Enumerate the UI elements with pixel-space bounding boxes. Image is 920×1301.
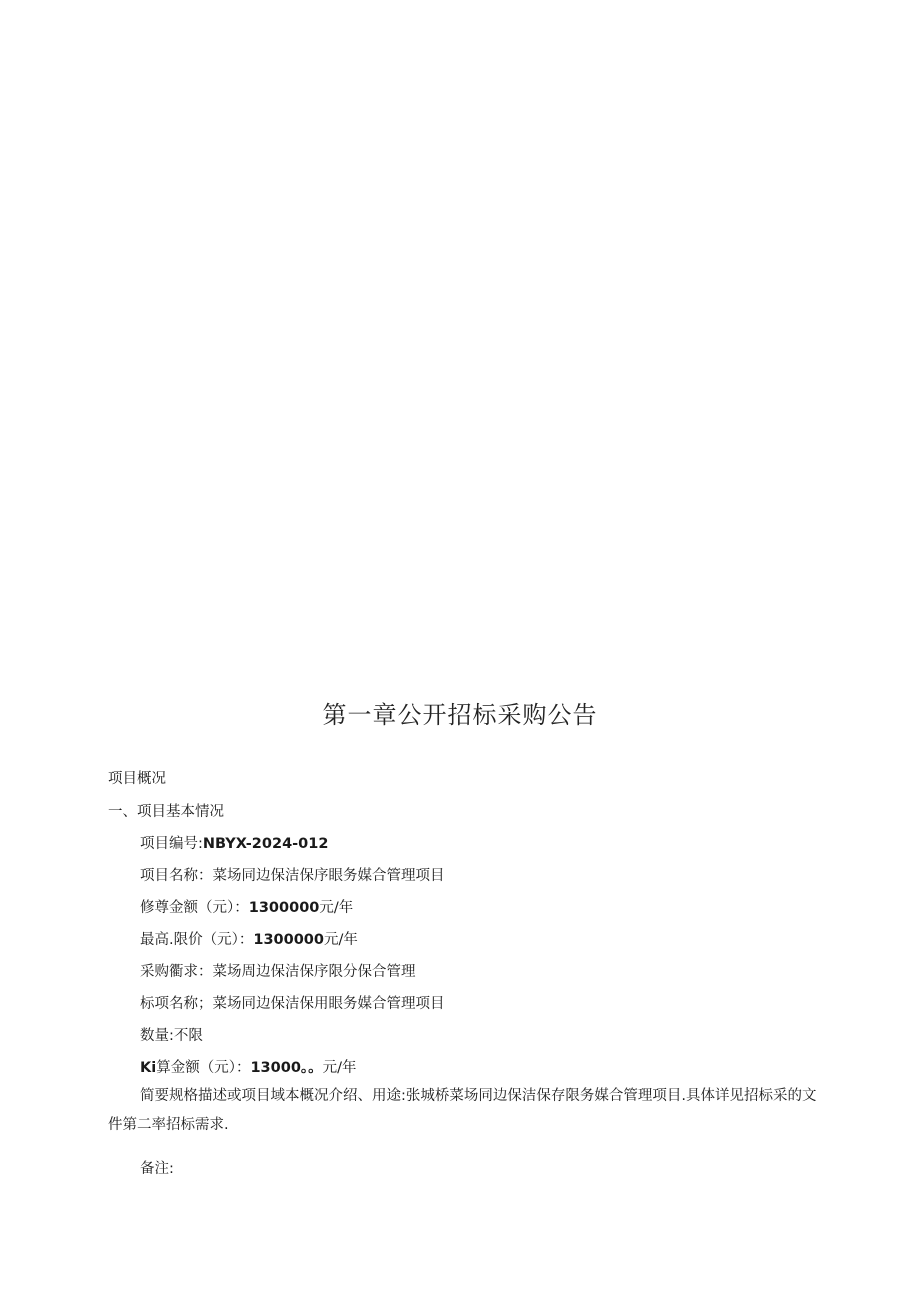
section-overview-heading: 项目概况 xyxy=(108,771,166,787)
project-name-row xyxy=(140,864,445,885)
procurement-requirement-row xyxy=(140,960,416,981)
ki-budget-unit: 元/年 xyxy=(322,1060,357,1076)
remarks-label: 备注: xyxy=(140,1161,174,1177)
lot-name-value: 菜场同边保洁保用眼务媒合管理项目 xyxy=(212,996,445,1012)
budget-value: 1300000 xyxy=(248,900,320,916)
max-price-value: 1300000 xyxy=(253,932,324,948)
ki-budget-label: 算金额（元）： xyxy=(156,1060,251,1076)
quantity-label: 数量: xyxy=(140,1028,174,1044)
section-basic-heading: 一、项目基本情况 xyxy=(108,804,224,820)
lot-name-label: 标项名称； xyxy=(140,996,213,1012)
project-name-label: 项目名称： xyxy=(140,868,213,884)
ki-budget-value: 13000。。 xyxy=(250,1060,323,1076)
procurement-requirement-value: 菜场周边保洁保序限分保合管理 xyxy=(212,964,416,980)
quantity-value: 不限 xyxy=(173,1028,203,1044)
max-price-unit: 元/年 xyxy=(323,932,358,948)
ki-budget-row xyxy=(140,1056,357,1077)
project-name-value: 菜场同边保洁保序眼务媒合管理项目 xyxy=(212,868,445,884)
max-price-row xyxy=(140,928,358,949)
quantity-row xyxy=(140,1024,203,1045)
project-number-value: NBYX-2024-012 xyxy=(202,836,329,852)
ki-budget-label-prefix: Ki xyxy=(140,1060,157,1076)
project-number-row xyxy=(140,832,328,853)
project-number-label: 项目编号: xyxy=(140,836,203,852)
max-price-label: 最高.限价（元）： xyxy=(140,932,254,948)
budget-unit: 元/年 xyxy=(319,900,354,916)
lot-name-row xyxy=(140,992,445,1013)
procurement-requirement-label: 采购衢求： xyxy=(140,964,213,980)
budget-row xyxy=(140,896,353,917)
description-paragraph: 简要规格描述或项目域本概况介绍、用途:张城桥菜场同边保洁保存限务媒合管理项目.具体详见招标采的文件第二率招标需求. xyxy=(108,1088,817,1133)
budget-label: 修尊金额（元）： xyxy=(140,900,249,916)
chapter-title: 第一章公开招标采购公告 xyxy=(322,701,598,729)
